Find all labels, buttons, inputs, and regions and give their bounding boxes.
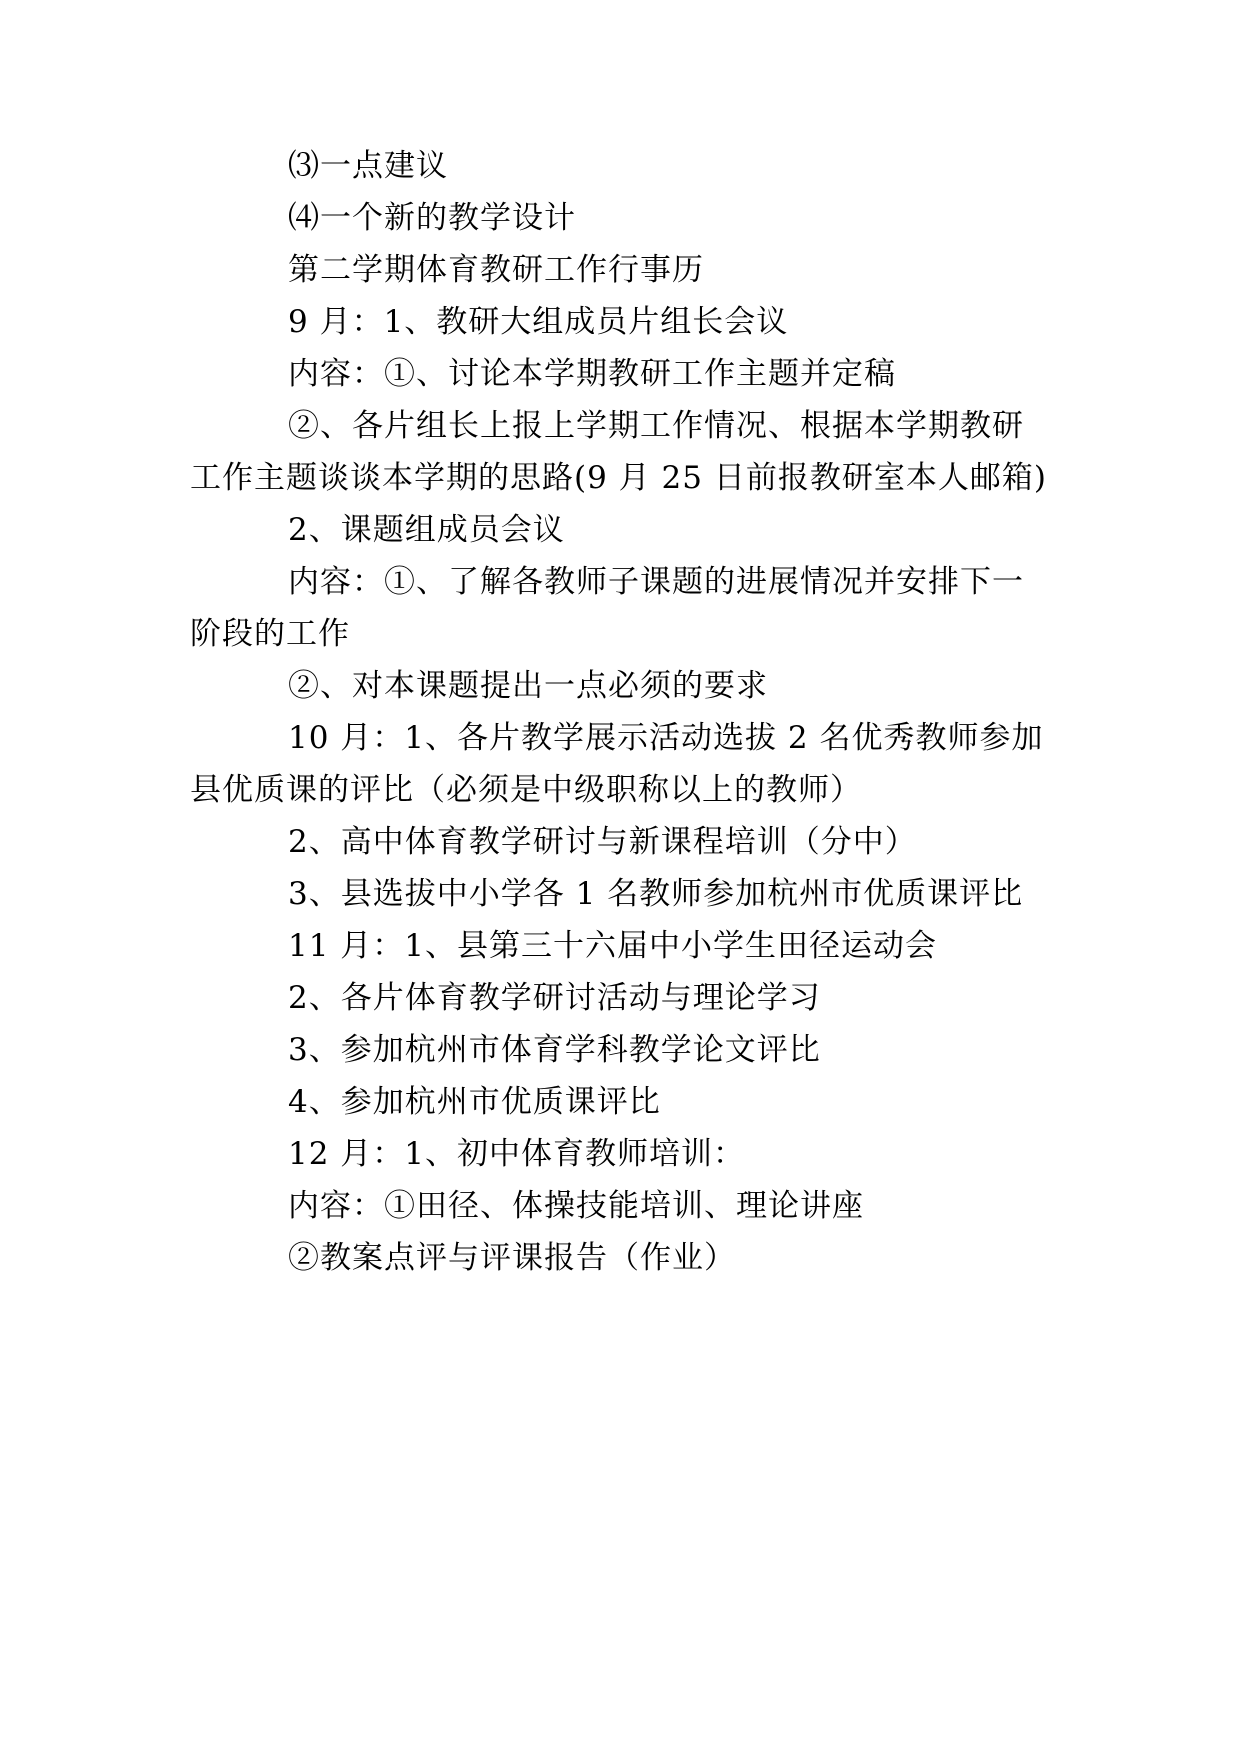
text-line: ⑶一点建议 — [288, 148, 448, 184]
text-line: ②、对本课题提出一点必须的要求 — [288, 668, 768, 704]
text-line: 10 月：1、各片教学展示活动选拔 2 名优秀教师参加 — [288, 720, 1044, 756]
text-line: ⑷一个新的教学设计 — [288, 200, 576, 236]
text-line: 工作主题谈谈本学期的思路(9 月 25 日前报教研室本人邮箱) — [190, 460, 1047, 496]
text-line: 县优质课的评比（必须是中级职称以上的教师） — [190, 772, 862, 808]
text-line: 9 月：1、教研大组成员片组长会议 — [288, 304, 789, 340]
text-line: 4、参加杭州市优质课评比 — [288, 1084, 661, 1120]
text-line: 12 月：1、初中体育教师培训： — [288, 1136, 746, 1172]
text-line: 内容：①田径、体操技能培训、理论讲座 — [288, 1188, 864, 1224]
text-line: 内容：①、了解各教师子课题的进展情况并安排下一 — [288, 564, 1024, 600]
text-line: ②、各片组长上报上学期工作情况、根据本学期教研 — [288, 408, 1024, 444]
text-line: 3、县选拔中小学各 1 名教师参加杭州市优质课评比 — [288, 876, 1024, 912]
section-heading: 第二学期体育教研工作行事历 — [288, 252, 704, 288]
text-line: 内容：①、讨论本学期教研工作主题并定稿 — [288, 356, 896, 392]
text-line: 阶段的工作 — [190, 616, 350, 652]
text-line: 11 月：1、县第三十六届中小学生田径运动会 — [288, 928, 938, 964]
text-line: 2、高中体育教学研讨与新课程培训（分中） — [288, 824, 917, 860]
text-line: 2、课题组成员会议 — [288, 512, 565, 548]
text-line: 3、参加杭州市体育学科教学论文评比 — [288, 1032, 821, 1068]
text-line: ②教案点评与评课报告（作业） — [288, 1240, 736, 1276]
text-line: 2、各片体育教学研讨活动与理论学习 — [288, 980, 821, 1016]
